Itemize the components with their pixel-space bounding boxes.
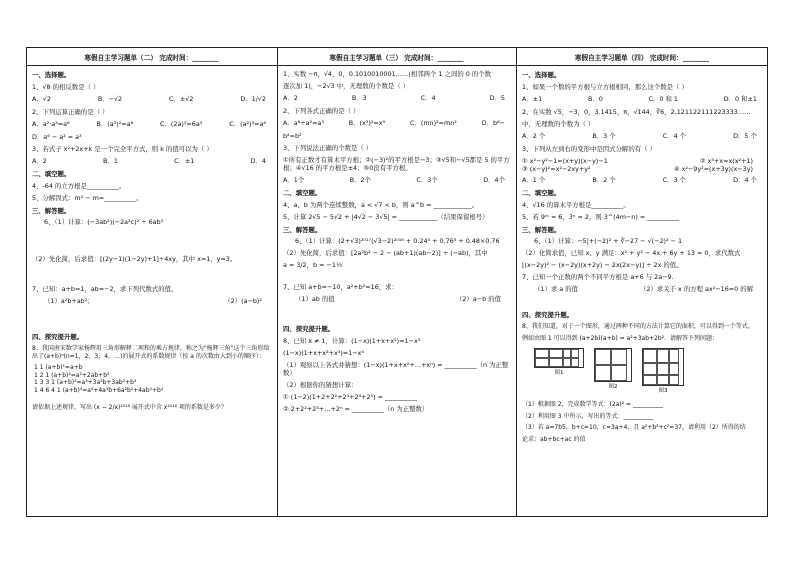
option: B．−√2 bbox=[97, 95, 123, 104]
options-2 bbox=[32, 120, 272, 128]
option: C．(a²)³=a⁶ bbox=[229, 120, 266, 129]
option: A．2 个 bbox=[522, 132, 546, 141]
section-title: 三、解答题。 bbox=[32, 207, 71, 216]
option: D．5 个 bbox=[733, 132, 757, 141]
question-6-2: （2）化简求值，已知 x、y 满足：x² + y² − 4x + 6y + 13 = 0，求代数式 bbox=[522, 249, 741, 258]
option: D．4个 bbox=[483, 176, 505, 185]
part-a: （1）ab 的值 bbox=[295, 295, 335, 304]
question-7: 7、已知：a+b=1，ab=−2，求下列代数式的值。 bbox=[32, 285, 178, 294]
item: ① x²−y²−1=(x+y)(x−y)−1 bbox=[522, 157, 608, 166]
part-b: （2）求关于 x 的方程 ax²−16=0 的解 bbox=[639, 285, 753, 294]
options-3 bbox=[522, 176, 763, 184]
option: B．0 bbox=[587, 95, 603, 104]
section-title: 三、解答题。 bbox=[522, 226, 561, 235]
question-8: 8、我国南宋数学家杨辉用三角形解释二项和的乘方规律，称之为"杨辉三角"这个三角形给出了(a+b)ⁿ(n=1，2，3，4，…)的展开式的系数规律（按 a 的次数由大到小的顺序）： bbox=[32, 345, 270, 360]
figure-caption: 图2 bbox=[608, 384, 618, 391]
question-3: 3、若式子 x²+2x+k 是一个完全平方式，则 k 的值可以为（ ） bbox=[32, 145, 213, 154]
option: B．(x³)²=x⁹ bbox=[348, 119, 386, 128]
question-8-4: 论求：ab+bc+ac 的值 bbox=[522, 435, 586, 443]
question-4: 4、√16 的算术平方根是__________。 bbox=[522, 201, 630, 210]
question-3-items bbox=[522, 157, 763, 165]
section-title: 二、填空题。 bbox=[32, 170, 71, 179]
item: ③ (x−y)²=x²−2xy+y² bbox=[522, 165, 591, 174]
option-d: D．a⁶ − a² = a³ bbox=[32, 133, 82, 142]
options-2 bbox=[522, 132, 763, 140]
option: C．4 bbox=[420, 94, 436, 103]
question-3-text: ①所有正数才有算术平方根；②(−3)²的平方根是−3；③√5和−√5都是 5 的平方根；④√16 的平方根是±4；⑤0没有平方根。 bbox=[283, 156, 510, 173]
option: A．1 个 bbox=[522, 176, 546, 185]
worksheet-2 bbox=[26, 48, 277, 516]
question-4: 4、a、b 为两个连续整数，a < √7 < b，则 a^b = ____________。 bbox=[283, 201, 479, 210]
question-2: 2、下列各式正确的是（ ） bbox=[283, 107, 360, 116]
options-1 bbox=[32, 95, 272, 103]
question-7-parts bbox=[534, 285, 763, 293]
option: D．1/√2 bbox=[240, 95, 266, 104]
option-d-tail: b⁴=b² bbox=[283, 132, 302, 141]
question-2: 2、下列运算正确的是（ ） bbox=[32, 108, 109, 117]
option: B．3 个 bbox=[592, 132, 616, 141]
section-title: 四、探究提升题。 bbox=[32, 333, 84, 342]
option: B．1 bbox=[103, 157, 118, 166]
question-8-example: 例如由图 1 可以得到 (a+2b)(a+b) = a²+3ab+2b²．请解答下列问题： bbox=[522, 334, 719, 342]
section-title: 一、选择题。 bbox=[32, 71, 71, 80]
question-7: 7、已知 a+b=−10，a²+b²=16，求： bbox=[283, 283, 398, 292]
options-3 bbox=[32, 157, 272, 165]
question-8-1: （1）观察以上各式并猜想：(1−x)(1+x+x²+…+xⁿ) = __________（n 为正整数） bbox=[283, 361, 509, 378]
option: D．b⁶− bbox=[481, 119, 505, 128]
section-title: 四、探究提升题。 bbox=[283, 325, 335, 334]
option: A．a⁶÷a²=a³ bbox=[283, 119, 324, 128]
options-1 bbox=[522, 95, 763, 103]
yanghui-triangle bbox=[34, 364, 272, 394]
question-3: 3、下列从左到右的变形中是因式分解的有（ ） bbox=[522, 145, 656, 154]
question-8-1: （1）根据图 2，完成数学等式：(2a)² = __________ bbox=[522, 401, 663, 409]
figure-3 bbox=[642, 348, 684, 395]
option: D．4 个 bbox=[733, 176, 757, 185]
triangle-row: 1 4 6 4 1 (a+b)⁴=a⁴+4a³b+6a²b²+4ab³+b⁴ bbox=[34, 386, 164, 394]
options-1 bbox=[283, 94, 511, 102]
question-6-1: 6、（1）计算：(2+√3)²⁰¹⁷(√3−2)²⁰¹⁸ + 0.24³ + 0.76³ + 0.48×0.76 bbox=[295, 237, 500, 246]
option: A．±1 bbox=[522, 95, 543, 104]
option: B．3 bbox=[351, 94, 367, 103]
triangle-row: 1 2 1 (a+b)²=a²+2ab+b² bbox=[34, 371, 110, 379]
figure-2 bbox=[594, 348, 632, 395]
option: B．2 个 bbox=[592, 176, 616, 185]
option: A．2 bbox=[283, 94, 298, 103]
figure-caption: 图1 bbox=[554, 370, 564, 377]
option: C．3个 bbox=[416, 176, 438, 185]
question-1: 1、√8 的相反数是（ ） bbox=[32, 83, 100, 92]
options-2 bbox=[283, 119, 511, 127]
option: C．±1 bbox=[174, 157, 195, 166]
question-5: 5、分解因式：m² − m=__________。 bbox=[32, 194, 143, 203]
question-8-2: （2）根据你的猜想计算： bbox=[283, 381, 358, 390]
question-6-1: 6、（1）计算：(−3ab²)(−2a²c)² ÷ 6ab³ bbox=[44, 218, 164, 227]
section-title: 一、选择题。 bbox=[522, 71, 561, 80]
figure-1 bbox=[534, 348, 584, 395]
options-3 bbox=[283, 176, 511, 184]
triangle-row: 1 3 3 1 (a+b)³=a³+3a²b+3ab²+b³ bbox=[34, 379, 137, 387]
question-7-parts bbox=[44, 297, 272, 305]
option: C．(2a)³=6a³ bbox=[160, 120, 203, 129]
section-title: 四、探究提升题。 bbox=[522, 311, 574, 320]
question-8-2: （2）利用图 3 中所示，写出的等式：__________ bbox=[522, 412, 654, 420]
option: C．3 个 bbox=[662, 176, 687, 185]
question-1: 1、实数 −π，√4，0，0.1010010001……(相邻两个 1 之间的 0 的个数 bbox=[283, 70, 492, 79]
question-7: 7、已知一个正数的两个不同平方根是 a+6 与 2a−9. bbox=[522, 273, 674, 282]
question-1-cont: 逐次加 1)，−2√3 中，无理数的个数是（ ） bbox=[283, 82, 410, 91]
option: A．√2 bbox=[32, 95, 51, 104]
option: A．1个 bbox=[283, 176, 305, 185]
question-8: 8、我们知道，对于一个图形，通过两种不同的方法计算它的面积，可以得到一个等式。 bbox=[522, 323, 754, 331]
worksheet-3 bbox=[277, 48, 516, 516]
section-title: 二、填空题。 bbox=[522, 189, 561, 198]
question-6-values: a = 3/2，b = −1⅓ bbox=[283, 261, 343, 270]
area-figures bbox=[534, 348, 763, 395]
item: ② x³+x=x(x²+1) bbox=[699, 157, 753, 166]
question-3: 3、下列说法正确的个数是（ ） bbox=[283, 144, 373, 153]
option: C．(mn)²=mn² bbox=[409, 119, 457, 128]
question-8: 8、已知 x ≠ 1，计算：(1−x)(1+x+x²)=1−x³ bbox=[283, 337, 421, 346]
option: C．±√2 bbox=[169, 95, 194, 104]
question-6-2: （2）先化简，后求值：[2a²b² − 2 − (ab+1)(ab−2)] ÷ (−ab)，其中 bbox=[283, 249, 488, 258]
area-grid bbox=[642, 348, 684, 386]
option: B．2个 bbox=[349, 176, 371, 185]
option: D．4 bbox=[250, 157, 266, 166]
section-title: 三、解答题。 bbox=[283, 226, 322, 235]
question-4: 4、-64 的立方根是__________。 bbox=[32, 182, 126, 191]
option: D．5 bbox=[489, 94, 505, 103]
question-8-ask: 请依据上述规律，写出 (x − 2/x)²⁰¹⁸ 展开式中含 x²⁰¹⁶ 项的系数是多少？ bbox=[32, 404, 227, 412]
option: D．0 和±1 bbox=[723, 95, 757, 104]
worksheet-4 bbox=[516, 48, 768, 516]
question-3-items bbox=[522, 165, 763, 173]
question-5: 5、若 9ᵐ = 6，3ⁿ = 2，则 3^(4m−n) = __________ bbox=[522, 213, 680, 222]
option: A．2 bbox=[32, 157, 47, 166]
worksheet-header: 寒假自主学习题单（二） 完成时间：________ bbox=[26, 51, 277, 66]
option: B．(a³)²=a⁶ bbox=[96, 120, 134, 129]
question-8-d: ② 2+2²+2³+…+2ⁿ = __________（n 为正整数） bbox=[283, 405, 429, 414]
question-8-line: (1−x)(1+x+x²+x³)=1−x⁴ bbox=[283, 349, 364, 358]
question-1: 1、如果一个数的平方根与立方根相同，那么这个数是（ ） bbox=[522, 83, 688, 92]
area-grid bbox=[594, 348, 632, 382]
question-6-2: （2）先化简，后求值：[(2y−1)(1−2y)+1]÷4xy，其中 x=1，y=3。 bbox=[32, 255, 237, 264]
worksheet-header: 寒假自主学习题单（四） 完成时间：________ bbox=[516, 51, 768, 66]
triangle-row: 1 1 (a+b)¹=a+b bbox=[34, 364, 83, 372]
part-b: （2）(a−b)² bbox=[224, 297, 262, 306]
option: C．0 和 1 bbox=[648, 95, 678, 104]
question-2-cont: 中，无理数的个数为（ ） bbox=[522, 120, 595, 129]
section-title: 二、填空题。 bbox=[283, 189, 322, 198]
question-6-1: 6、（1）计算：−5|+(−2)² + ∛−27 − √(−2)² − 1 bbox=[534, 237, 683, 246]
part-a: （1）a²b+ab²； bbox=[44, 297, 94, 306]
figure-caption: 图3 bbox=[658, 388, 668, 395]
question-2: 2、在实数 √5，−3，0，3.1415，π，√144，∛6，2.121122111223333…… bbox=[522, 108, 751, 117]
worksheet-header: 寒假自主学习题单（三） 完成时间：________ bbox=[277, 51, 516, 66]
question-8-3: （3）若 a=7b5，b+c=10，c=3a+4，且 a²+b²+c²=37，请利用（2）所得的结 bbox=[522, 424, 746, 432]
question-5: 5、计算 2√5 − 5√2 + |4√2 − 3√5| = ____________（结果保留根号） bbox=[283, 213, 489, 222]
area-grid bbox=[534, 348, 584, 368]
question-6-expr: [(x−2y)² − (x−2y)(x+2y) − 2x(2x−y)] ÷ 2x 的值。 bbox=[522, 261, 683, 270]
question-7-parts bbox=[295, 295, 511, 303]
question-8-c: ① (1−2)(1+2+2²+2³+2⁴+2⁵) = __________ bbox=[283, 393, 418, 402]
part-a: （1）求 a 的值 bbox=[534, 285, 578, 294]
option: C．4 个 bbox=[662, 132, 687, 141]
option: A．a²·a³=a⁶ bbox=[32, 120, 70, 129]
part-b: （2）a−b 的值 bbox=[456, 295, 501, 304]
item: ④ x²−9y²=(x+3y)(x−3y) bbox=[673, 165, 753, 174]
